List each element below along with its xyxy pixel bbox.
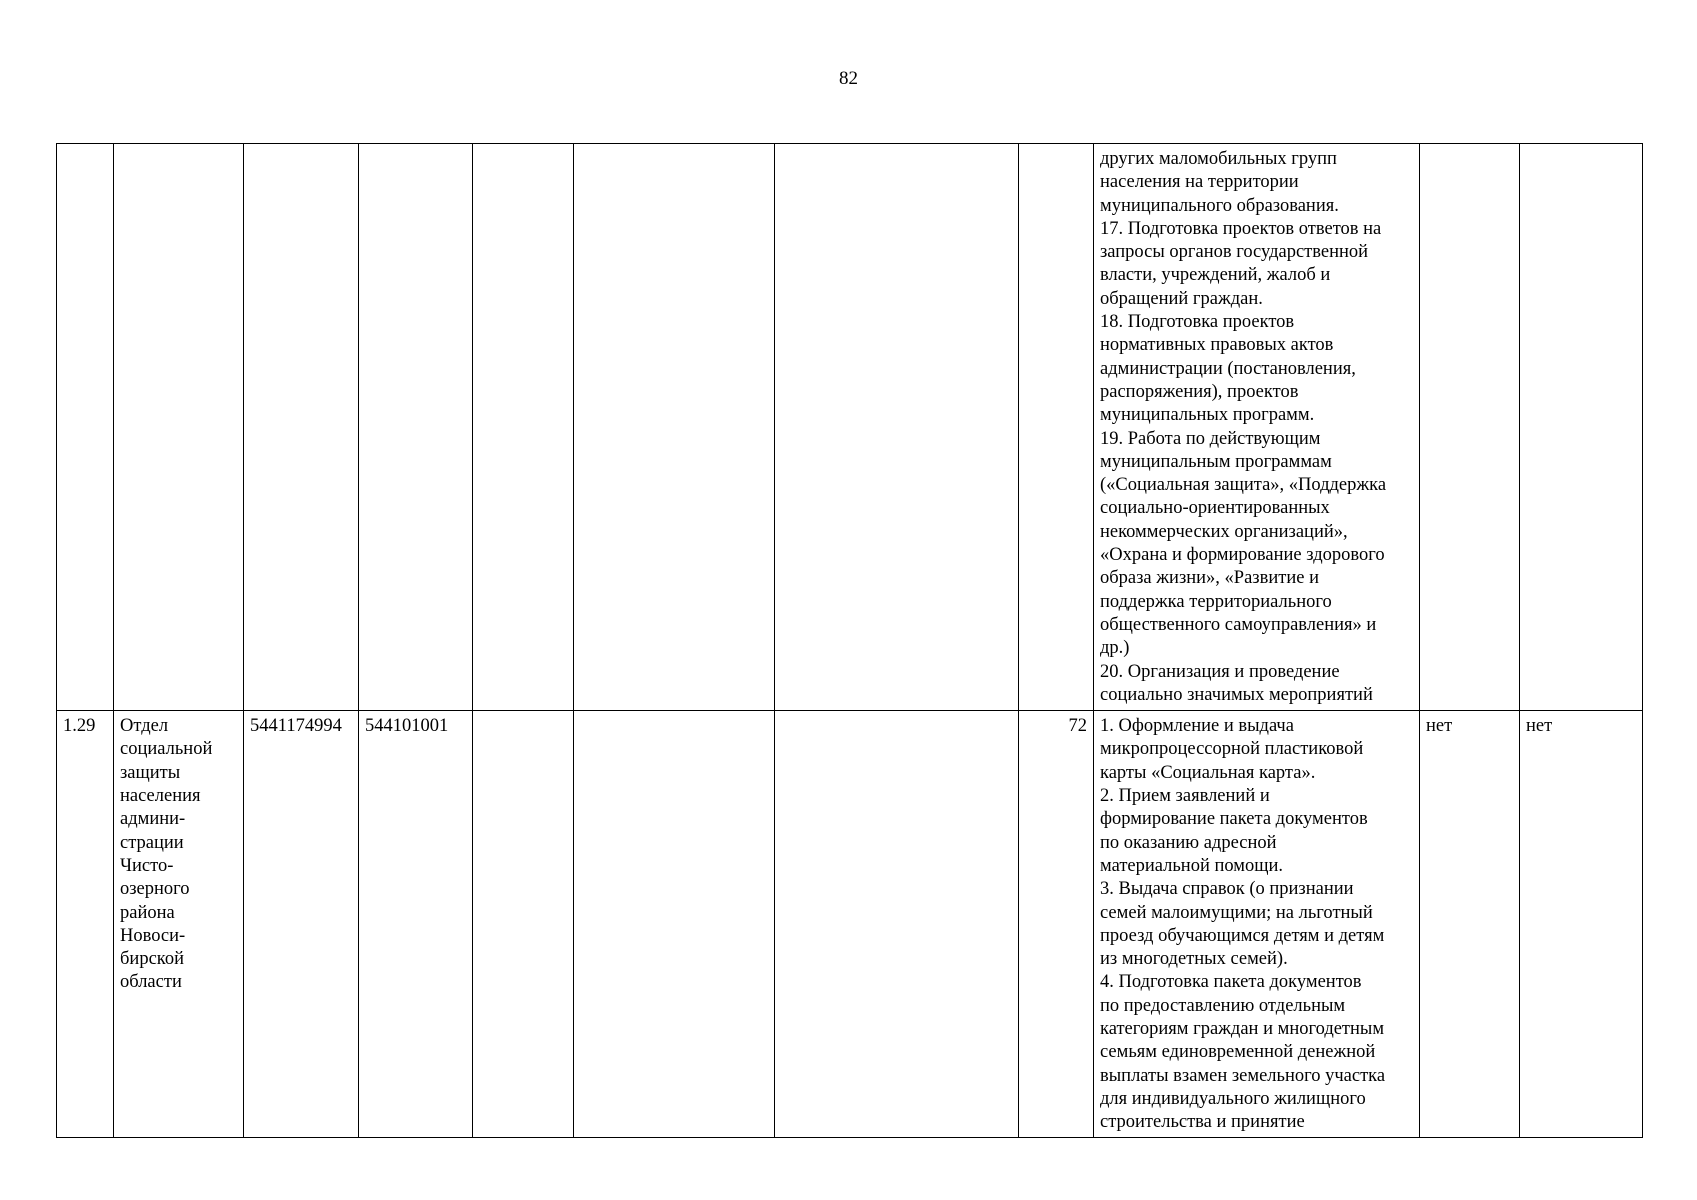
column-11-cell [1520,144,1643,711]
kpp-cell [359,144,473,711]
function-line: запросы органов государственной [1100,242,1369,263]
function-line: некоммерческих организаций», [1100,521,1348,542]
column-10-cell [1420,144,1520,711]
function-line: др.) [1100,638,1130,659]
organization-name-line: админи- [120,809,186,830]
function-line: муниципального образования. [1100,195,1339,216]
row-number-cell: 1.29 [57,711,114,1138]
organization-name-line: Отдел [120,716,169,737]
function-line: нормативных правовых актов [1100,335,1334,356]
function-line: выплаты взамен земельного участка [1100,1065,1386,1086]
page-number: 82 [839,68,858,89]
column-5-cell [473,144,574,711]
column-10-cell: нет [1420,711,1520,1138]
function-line: формирование пакета документов [1100,809,1368,830]
organization-name-line: страции [120,832,184,853]
function-line: поддержка территориального [1100,591,1332,612]
function-line: из многодетных семей). [1100,949,1288,970]
staff-count-cell: 72 [1019,711,1094,1138]
function-line: администрации (постановления, [1100,358,1356,379]
function-line: 4. Подготовка пакета документов [1100,972,1362,993]
table-row [57,711,1643,1138]
function-line: общественного самоуправления» и [1100,614,1377,635]
inn-cell: 5441174994 [244,711,359,1138]
function-line: по оказанию адресной [1100,832,1277,853]
registry-table [56,143,1643,1138]
function-line: строительства и принятие [1100,1112,1305,1133]
function-line: образа жизни», «Развитие и [1100,568,1319,589]
function-line: населения на территории [1100,172,1299,193]
organization-name-line: Новоси- [120,925,186,946]
function-line: 1. Оформление и выдача [1100,716,1294,737]
organization-name-line: района [120,902,175,923]
organization-name-line: области [120,972,182,993]
function-line: («Социальная защита», «Поддержка [1100,475,1387,496]
function-line: проезд обучающимся детям и детям [1100,925,1385,946]
column-11-cell: нет [1520,711,1643,1138]
column-7-cell [775,711,1019,1138]
function-line: категориям граждан и многодетным [1100,1018,1385,1039]
function-line: 2. Прием заявлений и [1100,786,1270,807]
organization-name-line: Чисто- [120,855,174,876]
row-number-cell [57,144,114,711]
organization-name-cell [114,144,244,711]
function-line: семей малоимущими; на льготный [1100,902,1373,923]
organization-name-line: озерного [120,879,190,900]
function-line: для индивидуального жилищного [1100,1088,1366,1109]
inn-cell [244,144,359,711]
function-line: распоряжения), проектов [1100,381,1299,402]
function-line: микропроцессорной пластиковой [1100,739,1364,760]
function-line: власти, учреждений, жалоб и [1100,265,1331,286]
organization-name-line: социальной [120,739,213,760]
function-line: обращений граждан. [1100,288,1263,309]
organization-name-line: бирской [120,949,184,970]
organization-name-cell [114,711,244,1138]
function-line: других маломобильных групп [1100,149,1337,169]
function-line: 18. Подготовка проектов [1100,312,1295,333]
column-5-cell [473,711,574,1138]
functions-cell [1094,144,1420,711]
column-6-cell [574,144,775,711]
function-line: карты «Социальная карта». [1100,762,1316,783]
column-6-cell [574,711,775,1138]
function-line: по предоставлению отдельным [1100,995,1346,1016]
column-7-cell [775,144,1019,711]
function-line: 19. Работа по действующим [1100,428,1321,449]
function-line: муниципальным программам [1100,451,1332,472]
function-line: «Охрана и формирование здорового [1100,545,1385,566]
staff-count-cell [1019,144,1094,711]
function-line: 3. Выдача справок (о признании [1100,879,1354,900]
function-line: материальной помощи. [1100,855,1284,876]
function-line: 17. Подготовка проектов ответов на [1100,218,1382,239]
organization-name-line: защиты [120,762,181,783]
organization-name-line: населения [120,786,201,807]
kpp-cell: 544101001 [359,711,473,1138]
function-line: 20. Организация и проведение [1100,661,1340,682]
functions-cell [1094,711,1420,1138]
function-line: социально-ориентированных [1100,498,1330,519]
function-line: социально значимых мероприятий [1100,684,1373,705]
function-line: семьям единовременной денежной [1100,1042,1376,1063]
function-line: муниципальных программ. [1100,405,1315,426]
table-row [57,144,1643,711]
